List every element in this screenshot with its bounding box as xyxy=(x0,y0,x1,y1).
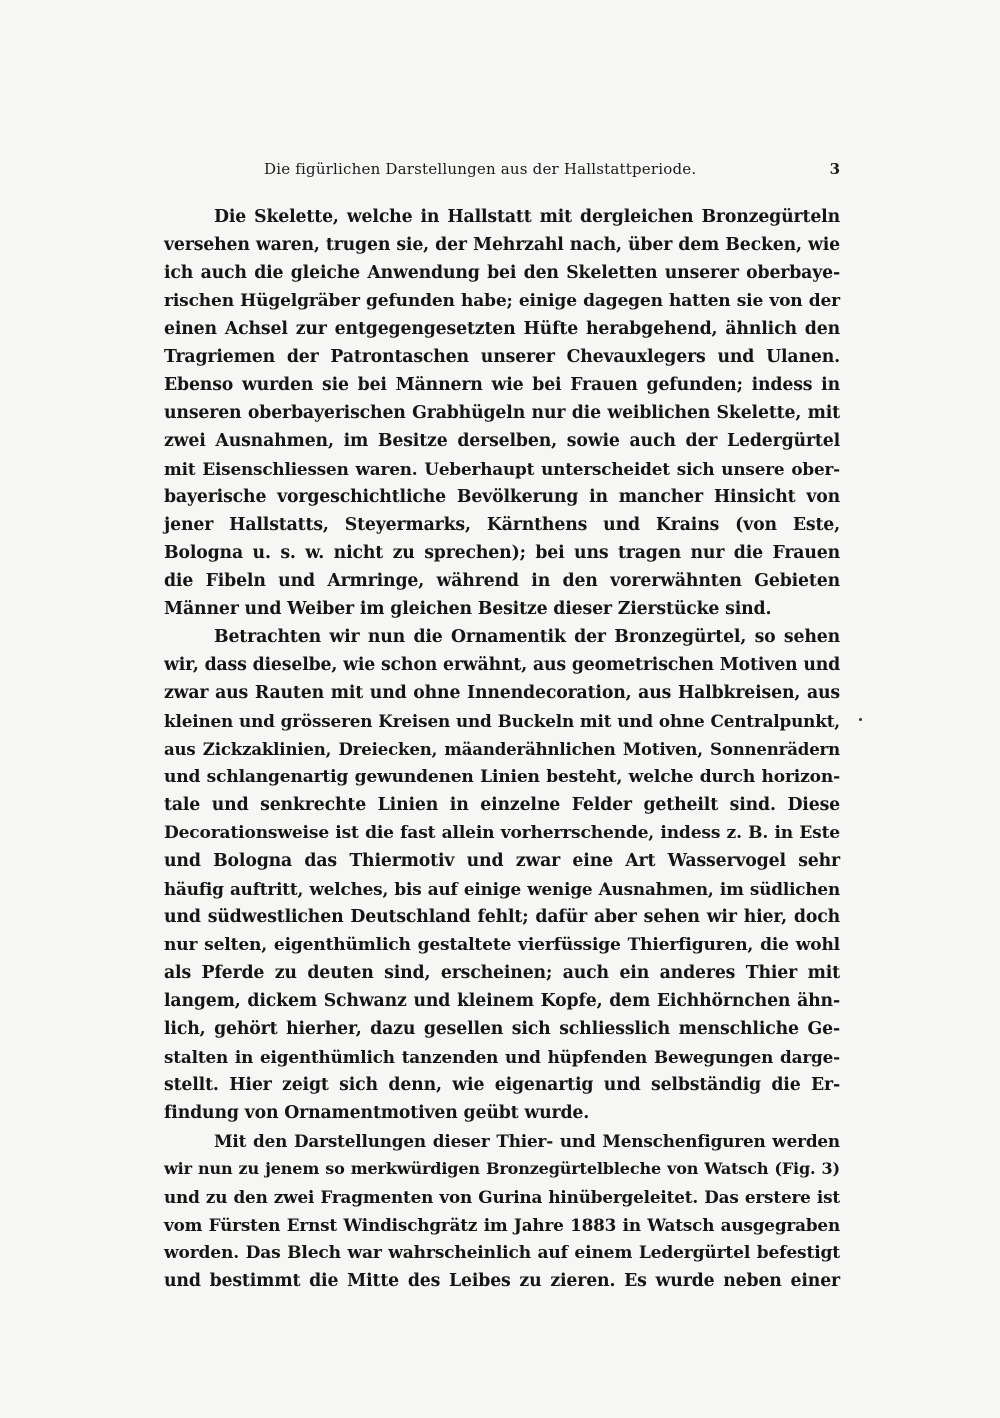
text-line: Ebenso wurden sie bei Männern wie bei Frauen gefunden; indess in xyxy=(164,375,840,395)
text-line: als Pferde zu deuten sind, erscheinen; auch ein anderes Thier mit xyxy=(164,963,840,983)
text-line: stellt. Hier zeigt sich denn, wie eigenartig und selbständig die Er- xyxy=(164,1075,840,1095)
text-line: Decorationsweise ist die fast allein vorherrschende, indess z. B. in Este xyxy=(164,823,840,843)
text-line: wir nun zu jenem so merkwürdigen Bronzegürtelbleche von Watsch (Fig. 3) xyxy=(164,1159,840,1178)
text-line: Tragriemen der Patrontaschen unserer Chevauxlegers und Ulanen. xyxy=(164,347,840,367)
text-line: bayerische vorgeschichtliche Bevölkerung in mancher Hinsicht von xyxy=(164,487,840,507)
page-number: 3 xyxy=(829,160,840,178)
text-line: und Bologna das Thiermotiv und zwar eine Art Wasservogel sehr xyxy=(164,851,840,871)
text-line: wir, dass dieselbe, wie schon erwähnt, aus geometrischen Motiven und xyxy=(164,655,841,675)
text-line: Die Skelette, welche in Hallstatt mit dergleichen Bronzegürteln xyxy=(214,207,840,227)
text-line: und südwestlichen Deutschland fehlt; dafür aber sehen wir hier, doch xyxy=(164,907,840,927)
text-line: kleinen und grösseren Kreisen und Buckeln mit und ohne Centralpunkt, xyxy=(164,711,840,731)
text-line: die Fibeln und Armringe, während in den vorerwähnten Gebieten xyxy=(164,571,840,591)
text-line: und bestimmt die Mitte des Leibes zu zieren. Es wurde neben einer xyxy=(164,1271,840,1291)
text-line: Mit den Darstellungen dieser Thier- und Menschenfiguren werden xyxy=(214,1131,840,1151)
text-line: nur selten, eigenthümlich gestaltete vierfüssige Thierfiguren, die wohl xyxy=(164,935,840,955)
text-line: stalten in eigenthümlich tanzenden und hüpfenden Bewegungen darge- xyxy=(164,1047,840,1067)
text-line: aus Zickzaklinien, Dreiecken, mäanderähnlichen Motiven, Sonnenrädern xyxy=(164,739,840,759)
text-line: jener Hallstatts, Steyermarks, Kärnthens und Krains (von Este, xyxy=(164,515,840,535)
text-line: und schlangenartig gewundenen Linien besteht, welche durch horizon- xyxy=(164,767,840,787)
text-line: und zu den zwei Fragmenten von Gurina hinübergeleitet. Das erstere ist xyxy=(164,1187,840,1207)
paragraph-2 xyxy=(164,623,840,1127)
paragraph-3 xyxy=(164,1127,840,1295)
text-line: mit Eisenschliessen waren. Ueberhaupt unterscheidet sich unsere ober- xyxy=(164,459,840,479)
text-line: tale und senkrechte Linien in einzelne Felder getheilt sind. Diese xyxy=(164,795,840,815)
text-line: zwei Ausnahmen, im Besitze derselben, sowie auch der Ledergürtel xyxy=(164,431,840,451)
text-line: häufig auftritt, welches, bis auf einige wenige Ausnahmen, im südlichen xyxy=(164,879,840,899)
page-header xyxy=(164,160,840,184)
text-line: zwar aus Rauten mit und ohne Innendecoration, aus Halbkreisen, aus xyxy=(164,683,840,703)
text-line: einen Achsel zur entgegengesetzten Hüfte herabgehend, ähnlich den xyxy=(164,319,840,339)
text-line: unseren oberbayerischen Grabhügeln nur die weiblichen Skelette, mit xyxy=(164,403,840,423)
paragraph-1 xyxy=(164,203,840,623)
text-line: Betrachten wir nun die Ornamentik der Bronzegürtel, so sehen xyxy=(214,627,840,647)
text-line: vom Fürsten Ernst Windischgrätz im Jahre 1883 in Watsch ausgegraben xyxy=(164,1215,840,1235)
print-speck xyxy=(859,718,862,721)
text-line: versehen waren, trugen sie, der Mehrzahl nach, über dem Becken, wie xyxy=(164,235,840,255)
text-line: langem, dickem Schwanz und kleinem Kopfe, dem Eichhörnchen ähn- xyxy=(164,991,840,1011)
text-line: rischen Hügelgräber gefunden habe; einige dagegen hatten sie von der xyxy=(164,291,840,311)
running-title: Die figürlichen Darstellungen aus der Hallstattperiode. xyxy=(264,160,697,178)
body-text xyxy=(164,203,840,1295)
text-line: ich auch die gleiche Anwendung bei den Skeletten unserer oberbaye- xyxy=(164,263,840,283)
text-line: worden. Das Blech war wahrscheinlich auf einem Ledergürtel befestigt xyxy=(164,1243,840,1263)
text-line: Bologna u. s. w. nicht zu sprechen); bei uns tragen nur die Frauen xyxy=(164,543,840,563)
text-line: Männer und Weiber im gleichen Besitze dieser Zierstücke sind. xyxy=(164,599,772,619)
text-line: findung von Ornamentmotiven geübt wurde. xyxy=(164,1103,590,1123)
text-line: lich, gehört hierher, dazu gesellen sich schliesslich menschliche Ge- xyxy=(164,1019,840,1039)
